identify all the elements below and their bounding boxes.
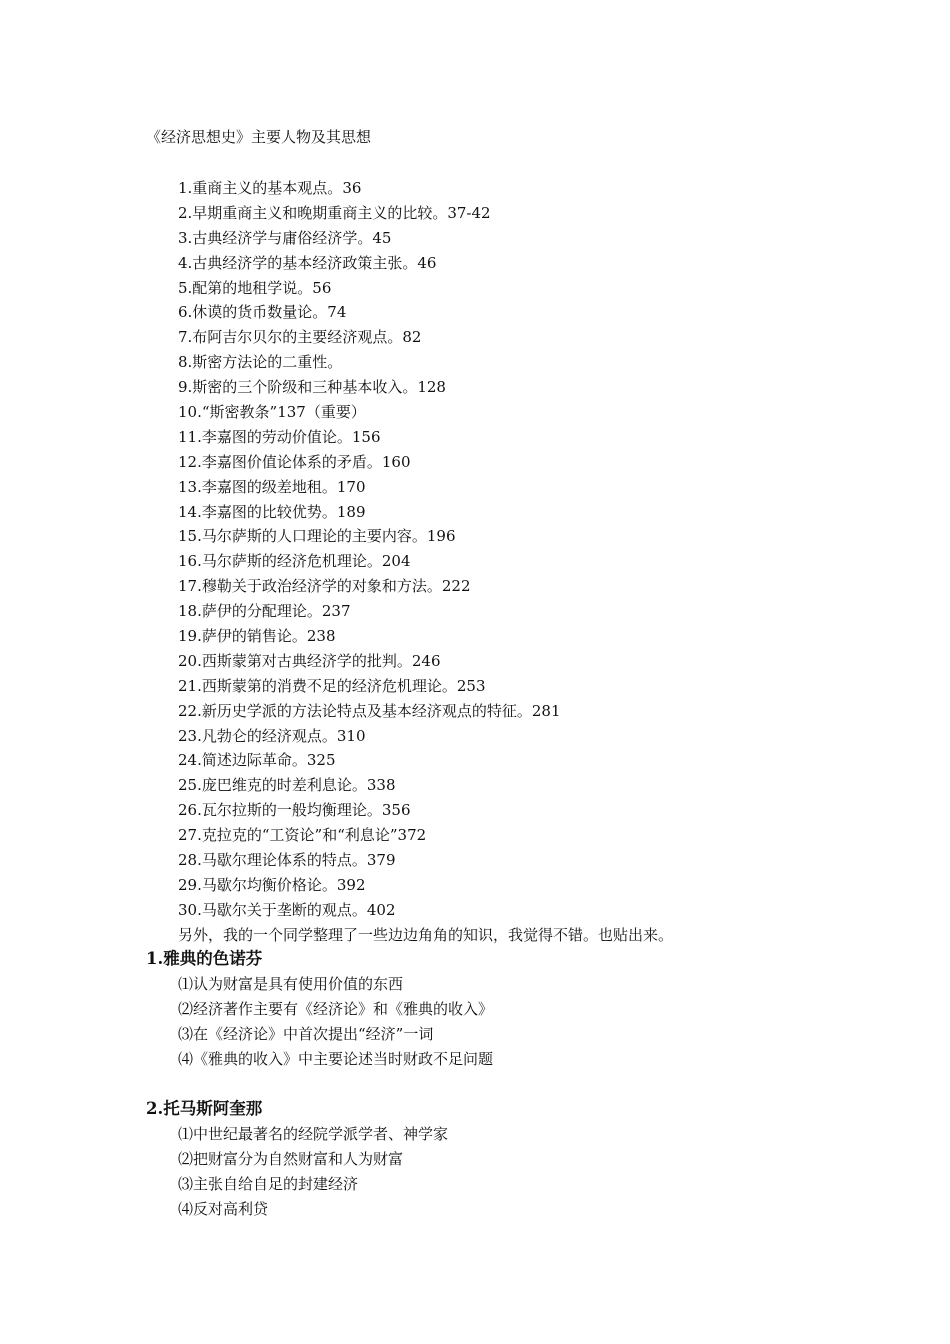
list-item: ⑵经济著作主要有《经济论》和《雅典的收入》	[178, 999, 494, 1018]
list-item: 12.李嘉图价值论体系的矛盾。160	[178, 452, 411, 471]
list-item: 3.古典经济学与庸俗经济学。45	[178, 228, 392, 247]
section-item-list	[146, 1122, 448, 1222]
section-item-list	[146, 972, 493, 1072]
list-item: 25.庞巴维克的时差利息论。338	[178, 776, 396, 795]
list-item: 7.布阿吉尔贝尔的主要经济观点。82	[178, 328, 422, 347]
list-item: 20.西斯蒙第对古典经济学的批判。246	[178, 651, 441, 670]
list-item: 27.克拉克的“工资论”和“利息论”372	[178, 826, 427, 845]
list-item: ⑷《雅典的收入》中主要论述当时财政不足问题	[178, 1049, 494, 1068]
list-item: 29.马歇尔均衡价格论。392	[178, 875, 366, 894]
list-item: 9.斯密的三个阶级和三种基本收入。128	[178, 378, 446, 397]
list-item: 14.李嘉图的比较优势。189	[178, 502, 366, 521]
list-item: 13.李嘉图的级差地租。170	[178, 477, 366, 496]
list-item: 8.斯密方法论的二重性。	[178, 353, 343, 372]
list-item: 21.西斯蒙第的消费不足的经济危机理论。253	[178, 676, 486, 695]
section-xenophon	[146, 946, 493, 1072]
list-item: ⑴认为财富是具有使用价值的东西	[178, 975, 404, 993]
list-item: 5.配第的地租学说。56	[178, 278, 332, 297]
list-item: 10.“斯密教条”137（重要）	[178, 403, 366, 422]
list-item: ⑶主张自给自足的封建经济	[178, 1174, 359, 1193]
note-paragraph: 另外，我的一个同学整理了一些边边角角的知识，我觉得不错。也贴出来。	[178, 926, 674, 944]
section-heading: 2.托马斯阿奎那	[146, 1099, 263, 1118]
list-item: 28.马歇尔理论体系的特点。379	[178, 851, 396, 870]
list-item: 11.李嘉图的劳动价值论。156	[178, 427, 381, 446]
list-item: 6.休谟的货币数量论。74	[178, 303, 347, 322]
list-item: ⑷反对高利贷	[178, 1199, 269, 1218]
list-item: 22.新历史学派的方法论特点及基本经济观点的特征。281	[178, 701, 561, 720]
list-item: 1.重商主义的基本观点。36	[178, 179, 362, 197]
topic-list	[178, 176, 561, 923]
list-item: 26.瓦尔拉斯的一般均衡理论。356	[178, 801, 411, 820]
list-item: 30.马歇尔关于垄断的观点。402	[178, 900, 396, 919]
list-item: 15.马尔萨斯的人口理论的主要内容。196	[178, 527, 456, 546]
document-title: 《经济思想史》主要人物及其思想	[146, 128, 372, 146]
section-aquinas	[146, 1096, 448, 1222]
list-item: 23.凡勃仑的经济观点。310	[178, 726, 366, 745]
list-item: 16.马尔萨斯的经济危机理论。204	[178, 552, 411, 571]
list-item: 17.穆勒关于政治经济学的对象和方法。222	[178, 577, 471, 596]
list-item: ⑶在《经济论》中首次提出“经济”一词	[178, 1024, 434, 1043]
list-item: 19.萨伊的销售论。238	[178, 627, 336, 646]
list-item: ⑵把财富分为自然财富和人为财富	[178, 1149, 404, 1168]
list-item: 18.萨伊的分配理论。237	[178, 602, 351, 621]
section-heading: 1.雅典的色诺芬	[146, 949, 263, 968]
list-item: 24.简述边际革命。325	[178, 751, 336, 770]
list-item: 2.早期重商主义和晚期重商主义的比较。37-42	[178, 203, 491, 222]
list-item: 4.古典经济学的基本经济政策主张。46	[178, 253, 437, 272]
list-item: ⑴中世纪最著名的经院学派学者、神学家	[178, 1125, 449, 1143]
